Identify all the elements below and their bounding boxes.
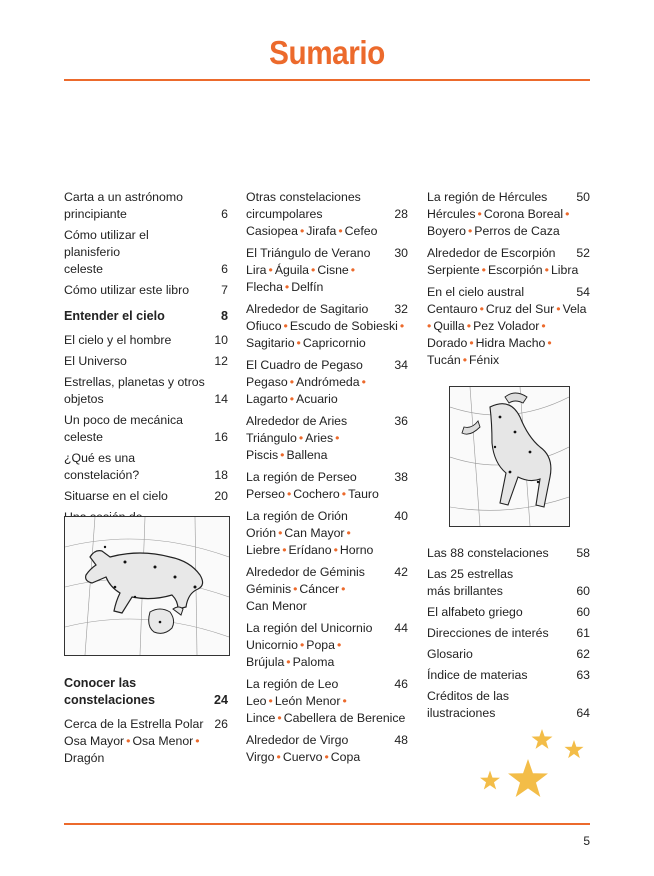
bullet-separator: •	[277, 711, 282, 725]
constellation-name: Centauro	[427, 302, 478, 316]
toc-entry[interactable]	[427, 284, 590, 369]
constellation-name: Popa	[306, 638, 335, 652]
bullet-separator: •	[341, 582, 346, 596]
bullet-separator: •	[479, 302, 484, 316]
toc-subentry-line	[246, 447, 408, 464]
constellation-name: Tucán	[427, 353, 461, 367]
constellation-name: Piscis	[246, 448, 279, 462]
toc-subentry-line	[427, 262, 590, 279]
bullet-separator: •	[481, 263, 486, 277]
toc-subentry-line	[427, 318, 590, 335]
constellation-name: Cruz del Sur	[485, 302, 555, 316]
toc-entry-title: Situarse en el cielo	[64, 489, 168, 503]
toc-entry-page: 28	[394, 207, 408, 221]
toc-entry-page: 18	[214, 468, 228, 482]
hercules-illustration	[449, 386, 570, 527]
constellation-name: Pez Volador	[473, 319, 540, 333]
constellation-name: Copa	[330, 750, 361, 764]
toc-entry-page: 30	[394, 246, 408, 260]
toc-entry-title: Créditos de las ilustraciones	[427, 689, 510, 720]
constellation-name: Flecha	[246, 280, 283, 294]
toc-subentry-line	[246, 223, 408, 240]
toc-subentry-line	[246, 262, 408, 279]
constellation-name: Lira	[246, 263, 267, 277]
constellation-name: Aries	[305, 431, 334, 445]
toc-column-1	[64, 189, 228, 547]
bullet-separator: •	[333, 543, 338, 557]
constellation-name: Horno	[339, 543, 374, 557]
bullet-separator: •	[467, 224, 473, 238]
bullet-separator: •	[282, 543, 287, 557]
toc-entry-title: El Cuadro de Pegaso	[246, 358, 363, 372]
bullet-separator: •	[268, 263, 273, 277]
toc-subentry-line	[246, 693, 408, 710]
constellation-name: Escudo de Sobieski	[289, 319, 398, 333]
toc-entry-page: 44	[394, 621, 408, 635]
toc-entry[interactable]	[64, 282, 228, 299]
toc-entry-title: Alrededor de Aries	[246, 414, 348, 428]
bullet-separator: •	[565, 207, 570, 221]
toc-entry[interactable]	[427, 646, 590, 663]
constellation-name: Vela	[562, 302, 587, 316]
bullet-separator: •	[469, 336, 474, 350]
toc-entry[interactable]	[246, 620, 408, 671]
constellation-name: Tauro	[348, 487, 379, 501]
toc-entry[interactable]	[64, 308, 228, 325]
toc-entry-title: Otras constelaciones circumpolares	[246, 190, 361, 221]
constellation-name: Cisne	[317, 263, 349, 277]
toc-entry-title: Alrededor de Sagitario	[246, 302, 369, 316]
constellation-name: Orión	[246, 526, 277, 540]
toc-entry-title: El alfabeto griego	[427, 605, 523, 619]
toc-subentry-line	[246, 598, 408, 615]
constellation-name: Dorado	[427, 336, 468, 350]
top-rule	[64, 79, 590, 81]
constellation-name: Corona Boreal	[483, 207, 564, 221]
bullet-separator: •	[335, 431, 340, 445]
toc-entry-title: Direcciones de interés	[427, 626, 549, 640]
bullet-separator: •	[299, 638, 305, 652]
toc-subentry-line	[246, 318, 408, 335]
toc-entry[interactable]	[64, 189, 228, 223]
bullet-separator: •	[286, 487, 292, 501]
toc-entry-title: Estrellas, planetas y otros objetos	[64, 375, 205, 406]
constellation-name: Andrómeda	[296, 375, 360, 389]
constellation-name: Erídano	[288, 543, 332, 557]
toc-entry-page: 60	[576, 605, 590, 619]
toc-subentry-line	[427, 352, 590, 369]
toc-entry-page: 60	[576, 584, 590, 598]
toc-subentry-line	[246, 486, 408, 503]
toc-entry[interactable]	[246, 676, 408, 727]
bullet-separator: •	[289, 375, 295, 389]
page-number: 5	[583, 834, 590, 848]
constellation-name: Cabellera de Berenice	[283, 711, 406, 725]
constellation-name: Osa Menor	[132, 734, 194, 748]
toc-entry[interactable]	[246, 357, 408, 408]
toc-entry-title: Carta a un astrónomo principiante	[64, 190, 183, 221]
toc-entry-page: 24	[213, 693, 228, 707]
toc-subentry-line	[246, 430, 408, 447]
toc-entry-page: 40	[394, 509, 408, 523]
toc-entry-title: Cómo utilizar el planisferio celeste	[64, 228, 149, 276]
bullet-separator: •	[284, 280, 290, 294]
toc-entry-page: 46	[394, 677, 408, 691]
bullet-separator: •	[466, 319, 472, 333]
bullet-separator: •	[341, 487, 347, 501]
toc-entry[interactable]	[427, 688, 590, 722]
bullet-separator: •	[462, 353, 468, 367]
stars-decoration	[470, 718, 590, 808]
toc-entry-page: 61	[576, 626, 590, 640]
toc-entry[interactable]	[246, 564, 408, 615]
bullet-separator: •	[427, 319, 432, 333]
toc-entry-page: 34	[394, 358, 408, 372]
constellation-name: Liebre	[246, 543, 281, 557]
toc-column-1-bottom	[64, 671, 228, 771]
toc-entry-title: El Triángulo de Verano	[246, 246, 371, 260]
toc-entry-page: 58	[576, 546, 590, 560]
toc-entry-title: La región de Orión	[246, 509, 348, 523]
bullet-separator: •	[286, 655, 291, 669]
toc-entry[interactable]	[64, 353, 228, 370]
toc-entry-page: 10	[214, 333, 228, 347]
toc-entry-page: 6	[221, 207, 228, 221]
toc-entry-title: Alrededor de Escorpión	[427, 246, 556, 260]
bullet-separator: •	[276, 750, 281, 764]
constellation-name: Perseo	[246, 487, 285, 501]
bullet-separator: •	[547, 336, 552, 350]
constellation-name: Ofiuco	[246, 319, 282, 333]
bullet-separator: •	[324, 750, 329, 764]
constellation-name: Can Mayor	[284, 526, 345, 540]
toc-entry-title: Las 88 constelaciones	[427, 546, 549, 560]
bullet-separator: •	[293, 582, 298, 596]
bullet-separator: •	[280, 448, 285, 462]
bullet-separator: •	[126, 734, 131, 748]
constellation-name: Quilla	[433, 319, 465, 333]
constellation-name: Delfín	[291, 280, 324, 294]
toc-subentry-line	[246, 637, 408, 654]
toc-entry[interactable]	[64, 374, 228, 408]
page-title: Sumario	[269, 34, 385, 71]
toc-entry-page: 50	[576, 190, 590, 204]
constellation-name: Hércules	[427, 207, 476, 221]
bullet-separator: •	[311, 263, 316, 277]
constellation-name: Sagitario	[246, 336, 295, 350]
toc-entry-title: La región de Hércules	[427, 190, 548, 204]
toc-entry[interactable]	[427, 667, 590, 684]
constellation-name: Casiopea	[246, 224, 298, 238]
toc-entry[interactable]	[246, 301, 408, 352]
bullet-separator: •	[361, 375, 366, 389]
toc-entry-page: 8	[220, 309, 228, 323]
toc-entry-page: 54	[576, 285, 590, 299]
constellation-name: Osa Mayor	[64, 734, 125, 748]
toc-entry-page: 62	[576, 647, 590, 661]
constellation-name: Leo	[246, 694, 267, 708]
constellation-name: Cochero	[293, 487, 340, 501]
bullet-separator: •	[296, 336, 301, 350]
toc-entry-title: Entender el cielo	[64, 309, 165, 323]
bullet-separator: •	[289, 392, 295, 406]
bullet-separator: •	[338, 224, 343, 238]
toc-entry-title: Las 25 estrellas más brillantes	[427, 567, 514, 598]
toc-entry[interactable]	[246, 508, 408, 559]
toc-subentry-line	[246, 542, 408, 559]
toc-entry-title: Alrededor de Géminis	[246, 565, 365, 579]
toc-entry[interactable]	[64, 412, 228, 446]
toc-column-3-bottom	[427, 545, 590, 726]
toc-subentry-line	[246, 391, 408, 408]
toc-entry-title: La región del Unicornio	[246, 621, 373, 635]
constellation-name: Acuario	[296, 392, 338, 406]
constellation-name: León Menor	[274, 694, 341, 708]
toc-subentry-line	[246, 749, 408, 766]
constellation-name: Jirafa	[306, 224, 337, 238]
toc-subentry-line	[246, 654, 408, 671]
bullet-separator: •	[399, 319, 405, 333]
constellation-name: Lagarto	[246, 392, 288, 406]
constellation-name: Virgo	[246, 750, 275, 764]
toc-column-3	[427, 189, 590, 374]
toc-subentry-line	[246, 374, 408, 391]
constellation-name: Dragón	[64, 751, 105, 765]
toc-entry[interactable]	[64, 332, 228, 349]
bullet-separator: •	[342, 694, 347, 708]
constellation-name: Can Menor	[246, 599, 307, 613]
constellation-name: Serpiente	[427, 263, 480, 277]
toc-entry-title: La región de Leo	[246, 677, 339, 691]
constellation-name: Cefeo	[344, 224, 378, 238]
toc-entry-title: Glosario	[427, 647, 473, 661]
toc-entry-title: Cómo utilizar este libro	[64, 283, 190, 297]
constellation-name: Paloma	[292, 655, 335, 669]
toc-entry[interactable]	[64, 227, 228, 278]
toc-entry-page: 26	[214, 717, 228, 731]
toc-entry-page: 14	[214, 392, 228, 406]
toc-entry[interactable]	[427, 604, 590, 621]
constellation-name: Fénix	[469, 353, 500, 367]
constellation-name: Hidra Macho	[475, 336, 546, 350]
bullet-separator: •	[278, 526, 283, 540]
toc-entry[interactable]	[246, 469, 408, 503]
toc-entry-title: En el cielo austral	[427, 285, 525, 299]
bullet-separator: •	[556, 302, 561, 316]
toc-entry-page: 7	[221, 283, 228, 297]
toc-subentry-line	[427, 206, 590, 223]
bullet-separator: •	[541, 319, 546, 333]
toc-subentry-line	[246, 581, 408, 598]
bottom-rule	[64, 823, 590, 825]
bullet-separator: •	[299, 224, 305, 238]
constellation-name: Escorpión	[487, 263, 543, 277]
toc-entry[interactable]	[64, 675, 228, 709]
toc-entry[interactable]	[246, 732, 408, 766]
constellation-name: Lince	[246, 711, 276, 725]
toc-entry-title: La región de Perseo	[246, 470, 357, 484]
bullet-separator: •	[350, 263, 356, 277]
toc-entry[interactable]	[427, 545, 590, 562]
toc-entry-page: 52	[576, 246, 590, 260]
constellation-name: Triángulo	[246, 431, 297, 445]
constellation-name: Brújula	[246, 655, 285, 669]
toc-subentry-line	[246, 279, 408, 296]
constellation-name: Unicornio	[246, 638, 298, 652]
toc-entry[interactable]	[427, 625, 590, 642]
toc-entry[interactable]	[427, 189, 590, 240]
bullet-separator: •	[477, 207, 482, 221]
constellation-name: Cáncer	[299, 582, 340, 596]
great-bear-illustration	[64, 516, 230, 656]
constellation-name: Águila	[274, 263, 310, 277]
toc-subentry-line	[64, 750, 228, 767]
toc-entry-page: 32	[394, 302, 408, 316]
toc-entry-page: 63	[576, 668, 590, 682]
toc-entry-title: Conocer las constelaciones	[64, 676, 155, 707]
toc-subentry-line	[427, 301, 590, 318]
toc-entry-title: Cerca de la Estrella Polar	[64, 717, 204, 731]
toc-entry-page: 38	[394, 470, 408, 484]
constellation-name: Capricornio	[302, 336, 366, 350]
toc-entry[interactable]	[427, 245, 590, 279]
toc-column-2	[246, 189, 408, 771]
constellation-name: Cuervo	[282, 750, 323, 764]
toc-entry[interactable]	[246, 189, 408, 240]
toc-subentry-line	[427, 335, 590, 352]
bullet-separator: •	[195, 734, 200, 748]
toc-entry-title: Alrededor de Virgo	[246, 733, 349, 747]
toc-entry-title: El cielo y el hombre	[64, 333, 172, 347]
toc-entry[interactable]	[246, 413, 408, 464]
toc-entry[interactable]	[64, 450, 228, 484]
toc-entry-page: 36	[394, 414, 408, 428]
toc-entry-page: 6	[221, 262, 228, 276]
toc-entry-page: 42	[394, 565, 408, 579]
toc-subentry-line	[246, 710, 408, 727]
toc-entry-page: 20	[214, 489, 228, 503]
toc-entry-page: 64	[576, 706, 590, 720]
constellation-name: Libra	[550, 263, 579, 277]
constellation-name: Pegaso	[246, 375, 288, 389]
bullet-separator: •	[336, 638, 342, 652]
bullet-separator: •	[544, 263, 549, 277]
toc-subentry-line	[64, 733, 228, 750]
toc-entry[interactable]	[64, 488, 228, 505]
bullet-separator: •	[346, 526, 351, 540]
bullet-separator: •	[298, 431, 304, 445]
constellation-name: Géminis	[246, 582, 292, 596]
toc-entry[interactable]	[427, 566, 590, 600]
bullet-separator: •	[268, 694, 273, 708]
toc-entry[interactable]	[64, 716, 228, 767]
toc-entry-title: ¿Qué es una constelación?	[64, 451, 140, 482]
bullet-separator: •	[283, 319, 288, 333]
constellation-name: Boyero	[427, 224, 466, 238]
toc-entry[interactable]	[246, 245, 408, 296]
toc-subentry-line	[427, 223, 590, 240]
toc-entry-page: 12	[214, 354, 228, 368]
toc-subentry-line	[246, 525, 408, 542]
toc-entry-page: 16	[214, 430, 228, 444]
toc-entry-title: Índice de materias	[427, 668, 528, 682]
toc-entry-page: 48	[394, 733, 408, 747]
constellation-name: Perros de Caza	[474, 224, 560, 238]
toc-entry-title: El Universo	[64, 354, 127, 368]
toc-subentry-line	[246, 335, 408, 352]
constellation-name: Ballena	[286, 448, 328, 462]
toc-entry-title: Un poco de mecánica celeste	[64, 413, 183, 444]
